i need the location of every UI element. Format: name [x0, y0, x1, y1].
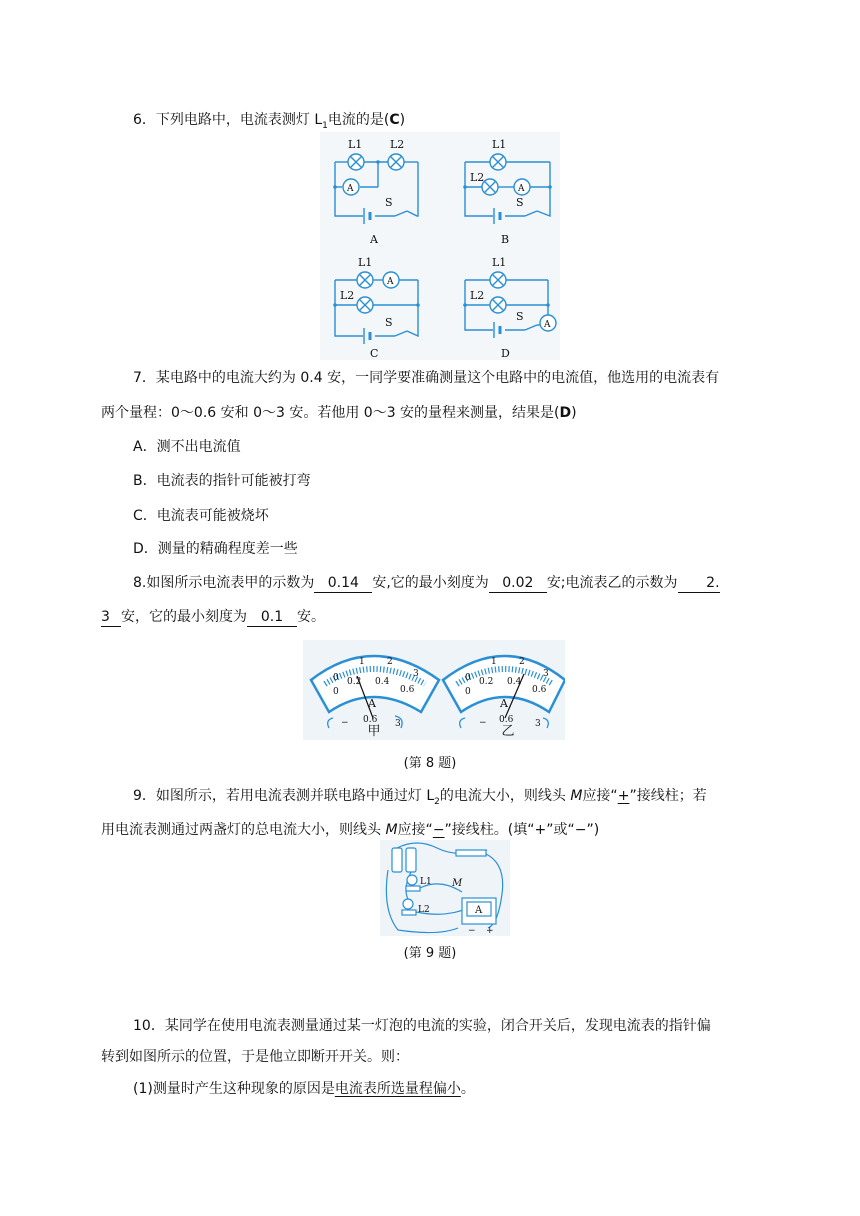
- q10-line1: 10．某同学在使用电流表测量通过某一灯泡的电流的实验，闭合开关后，发现电流表的指针偏: [133, 1018, 711, 1034]
- q8-answer-4: 0.1: [247, 608, 297, 627]
- label-d-meter: A: [544, 320, 551, 330]
- q8-answer-2: 0.02: [489, 574, 547, 593]
- label-a-switch: S: [385, 196, 393, 209]
- q9-line2: 用电流表测通过两盏灯的总电流大小，则线头 M应接“−”接线柱。(填“+”或“−”): [101, 822, 600, 838]
- j-bot-3: 0.6: [400, 685, 415, 695]
- j-top-3: 3: [413, 669, 419, 679]
- label-c-switch: S: [385, 316, 393, 329]
- j-top-2: 2: [387, 657, 393, 667]
- q9-circuit-figure: [380, 840, 510, 936]
- label-d: D: [501, 347, 510, 360]
- q7-line2: 两个量程：0～0.6 安和 0～3 安。若他用 0～3 安的量程来测量，结果是(D): [101, 405, 577, 421]
- label-d-l2: L2: [470, 289, 485, 302]
- q6-circuit-figure: [320, 132, 560, 360]
- label-b-meter: A: [518, 184, 525, 194]
- q10-line2: 转到如图所示的位置，于是他立即断开开关。则：: [101, 1049, 409, 1065]
- label-b-switch: S: [516, 196, 524, 209]
- label-b-l1: L1: [492, 138, 507, 151]
- q9-fig-plus: +: [486, 926, 494, 936]
- label-a-meter: A: [347, 184, 354, 194]
- label-a: A: [370, 233, 378, 246]
- y-bot-3: 0.6: [532, 685, 547, 695]
- j-term-3: 3: [395, 719, 401, 729]
- q7-choice-d: D．测量的精确程度差一些: [133, 541, 298, 557]
- q9-line1: 9．如图所示，若用电流表测并联电路中通过灯 $L_2$的电流大小，则线头 M应接“+”接线柱；若: [133, 788, 707, 807]
- q8-line1: 8.如图所示电流表甲的示数为 0.14 安,它的最小刻度为 0.02 安;电流表乙的示数为 2.: [133, 575, 720, 591]
- j-term-minus: −: [341, 718, 349, 728]
- j-bot-1: 0.2: [347, 677, 362, 687]
- y-term-3: 3: [535, 719, 541, 729]
- q8-caption: (第 8 题): [403, 756, 457, 771]
- label-c-meter: A: [387, 277, 394, 287]
- q8-ammeter-figure: [303, 640, 565, 740]
- y-bot-1: 0.2: [479, 677, 494, 687]
- q8-line2: 3 安，它的最小刻度为 0.1 安。: [101, 609, 325, 625]
- q8-meter1-label: 甲: [367, 724, 381, 739]
- j-letter: A: [368, 697, 376, 710]
- j-term-06: 0.6: [363, 715, 378, 725]
- y-letter: A: [500, 697, 508, 710]
- y-bot-0: 0: [465, 687, 471, 697]
- q7-choice-b: B．电流表的指针可能被打弯: [133, 473, 311, 489]
- label-c-l2: L2: [340, 289, 355, 302]
- q9-fig-a: A: [475, 905, 483, 916]
- label-c: C: [370, 347, 379, 360]
- q8-meter2-label: 乙: [501, 724, 515, 739]
- q6-answer: C: [389, 112, 400, 128]
- q9-caption: (第 9 题): [403, 946, 457, 961]
- q7-choice-a: A．测不出电流值: [133, 439, 241, 455]
- q9-fig-l1: L1: [420, 877, 432, 887]
- j-bot-2: 0.4: [375, 677, 390, 687]
- label-a-l1: L1: [348, 138, 363, 151]
- y-top-3: 3: [543, 669, 549, 679]
- q7-answer: D: [559, 405, 572, 421]
- y-term-minus: −: [479, 718, 487, 728]
- label-d-switch: S: [516, 310, 524, 323]
- label-b-l2: L2: [470, 171, 485, 184]
- y-top-1: 1: [491, 657, 497, 667]
- q9-answer-1: +: [617, 788, 630, 804]
- y-top-2: 2: [519, 657, 525, 667]
- j-top-1: 1: [359, 657, 365, 667]
- q9-answer-2: −: [432, 822, 445, 838]
- q8-answer-3b: 3: [101, 608, 121, 627]
- q9-fig-l2: L2: [418, 905, 430, 915]
- q8-answer-3a: 2.: [678, 574, 720, 593]
- label-b: B: [501, 233, 510, 246]
- q6-stem: 6．下列电路中，电流表测灯 $L_1$电流的是(C): [133, 112, 406, 131]
- y-bot-2: 0.4: [507, 677, 522, 687]
- q7-choice-c: C．电流表可能被烧坏: [133, 508, 269, 524]
- label-a-l2: L2: [390, 138, 405, 151]
- label-c-l1: L1: [358, 256, 373, 269]
- j-bot-0: 0: [333, 687, 339, 697]
- q10-answer-1: 电流表所选量程偏小: [334, 1081, 461, 1097]
- q10-sub1: (1)测量时产生这种现象的原因是电流表所选量程偏小。: [133, 1081, 475, 1097]
- y-term-06: 0.6: [499, 715, 514, 725]
- y-top-0: 0: [465, 673, 471, 683]
- q8-answer-1: 0.14: [314, 574, 372, 593]
- q7-line1: 7．某电路中的电流大约为 0.4 安，一同学要准确测量这个电路中的电流值，他选用的电流表有: [133, 370, 720, 386]
- q9-fig-minus: −: [468, 926, 476, 936]
- label-d-l1: L1: [492, 256, 507, 269]
- q9-fig-m: M: [452, 878, 463, 889]
- j-top-0: 0: [333, 673, 339, 683]
